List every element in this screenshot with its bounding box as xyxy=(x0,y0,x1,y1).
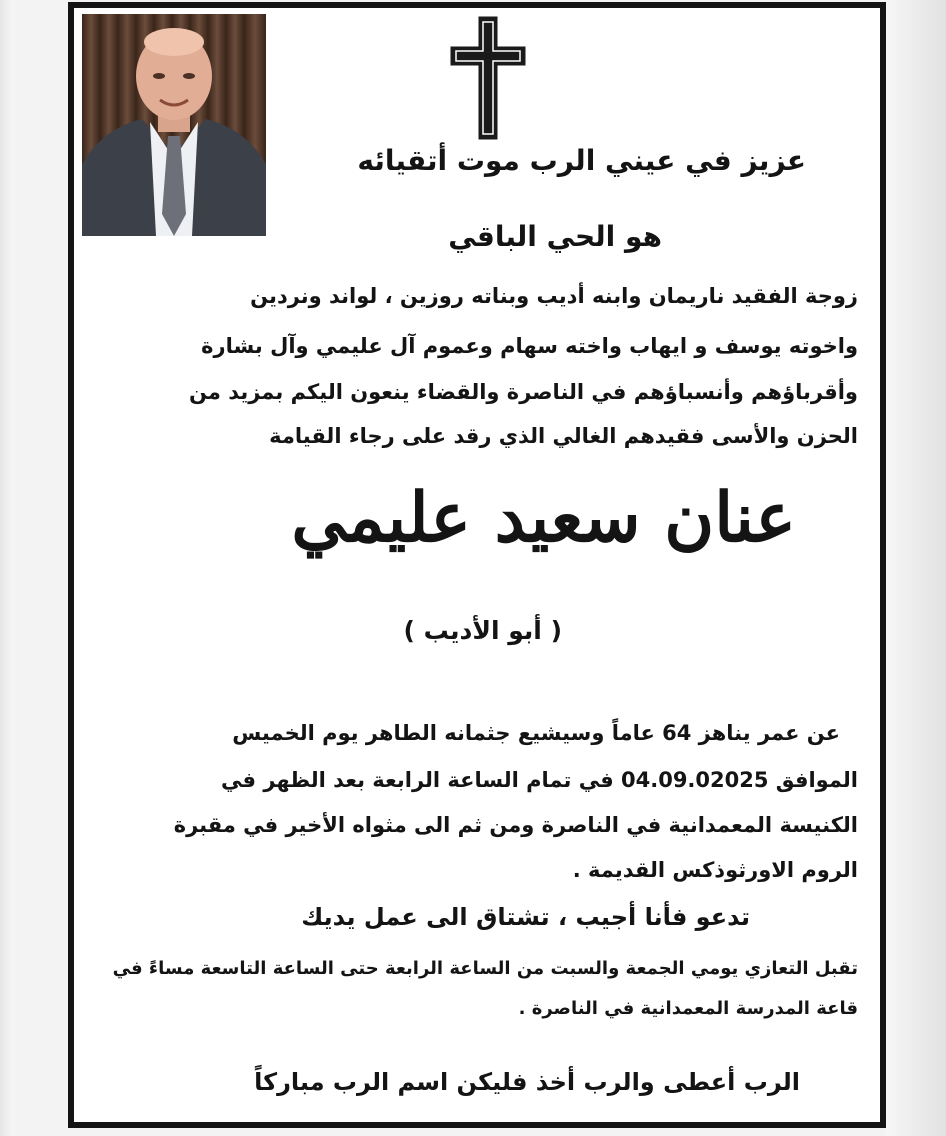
subtitle: هو الحي الباقي xyxy=(448,220,662,253)
funeral-line-1: عن عمر يناهز 64 عاماً وسيشيع جثمانه الطاهر يوم الخميس xyxy=(232,721,840,745)
family-line-4: الحزن والأسى فقيدهم الغالي الذي رقد على رجاء القيامة xyxy=(269,424,858,448)
condolence-line-2: قاعة المدرسة المعمدانية في الناصرة . xyxy=(518,998,858,1019)
page-edge-right xyxy=(886,0,946,1136)
invite-line: تدعو فأنا أجيب ، تشتاق الى عمل يديك xyxy=(301,903,750,931)
funeral-line-3: الكنيسة المعمدانية في الناصرة ومن ثم الى مثواه الأخير في مقبرة xyxy=(173,813,858,837)
page-edge-left xyxy=(0,0,14,1136)
latin-cross-icon xyxy=(450,16,526,140)
deceased-name: عنان سعيد عليمي xyxy=(291,478,796,558)
family-line-3: وأقرباؤهم وأنسباؤهم في الناصرة والقضاء ينعون اليكم بمزيد من xyxy=(189,380,858,404)
closing-verse: الرب أعطى والرب أخذ فليكن اسم الرب مباركاً xyxy=(254,1068,800,1096)
funeral-line-2: الموافق 04.09.02025 في تمام الساعة الرابعة بعد الظهر في xyxy=(221,768,858,792)
family-line-2: واخوته يوسف و ايهاب واخته سهام وعموم آل عليمي وآل بشارة xyxy=(201,334,858,358)
verse-title: عزيز في عيني الرب موت أتقيائه xyxy=(357,144,806,177)
deceased-nickname: ( أبو الأديب ) xyxy=(403,616,562,645)
portrait-photo xyxy=(82,14,266,236)
obituary-frame xyxy=(68,2,886,1128)
funeral-line-4: الروم الاورثوذكس القديمة . xyxy=(572,858,858,882)
family-line-1: زوجة الفقيد ناريمان وابنه أديب وبناته روزين ، لواند ونردين xyxy=(250,284,858,308)
condolence-line-1: تقبل التعازي يومي الجمعة والسبت من الساعة الرابعة حتى الساعة التاسعة مساءً في xyxy=(112,958,858,979)
